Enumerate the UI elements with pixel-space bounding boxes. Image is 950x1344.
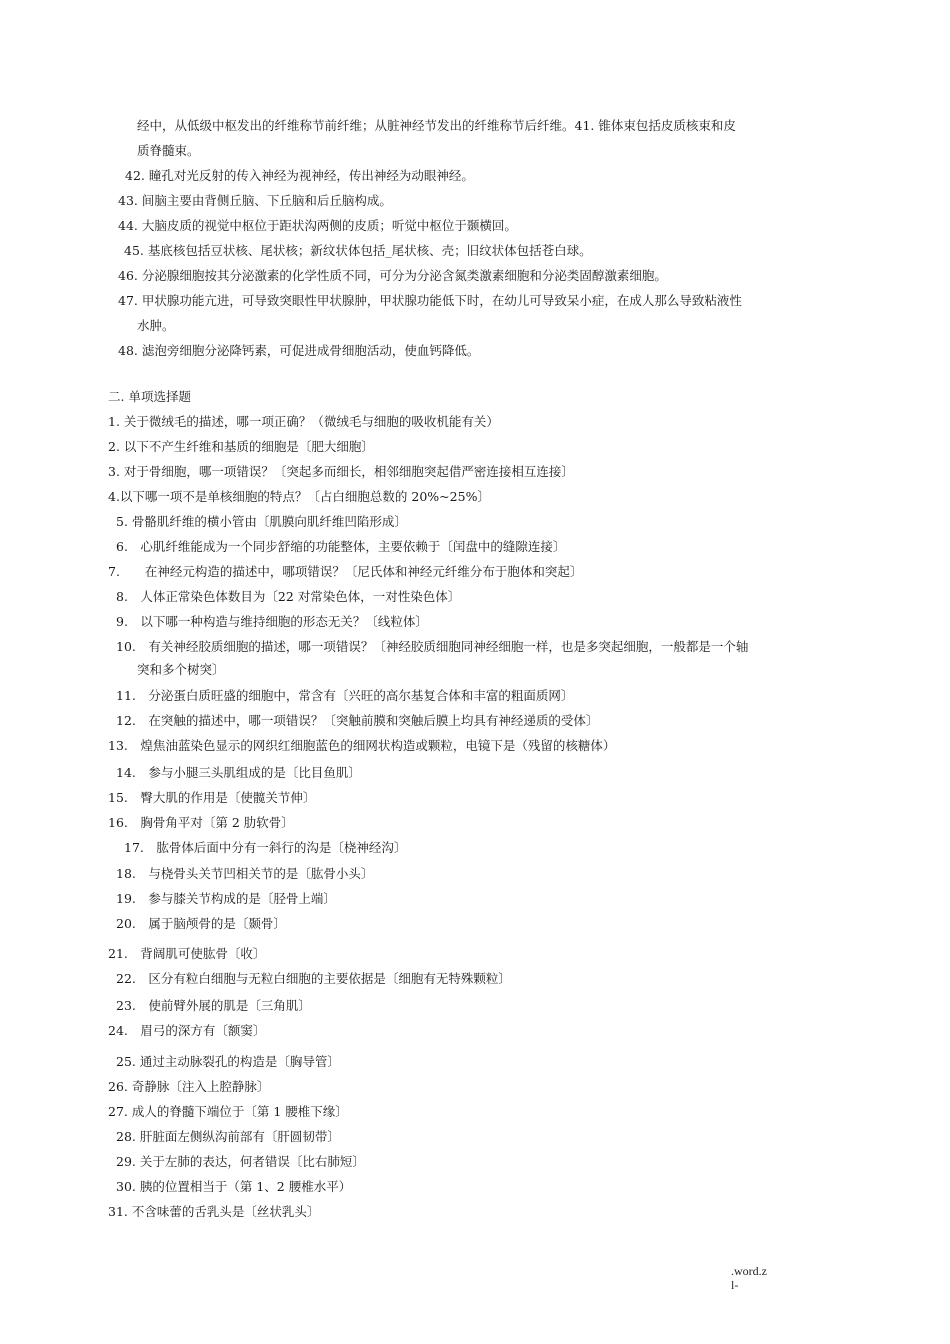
question-line: 5. 骨骼肌纤维的横小管由〔肌膜向肌纤维凹陷形成〕 [116, 514, 407, 529]
text-line: 水肿。 [137, 318, 175, 333]
text-line: 46. 分泌腺细胞按其分泌激素的化学性质不同，可分为分泌含氮类激素细胞和分泌类固醇激素细胞。 [118, 268, 667, 283]
question-line: 8. 人体正常染色体数目为〔22 对常染色体，一对性染色体〕 [116, 589, 461, 604]
question-line: 7. 在神经元构造的描述中，哪项错误？〔尼氏体和神经元纤维分布于胞体和突起〕 [108, 564, 583, 579]
question-line: 1. 关于微绒毛的描述，哪一项正确？（微绒毛与细胞的吸收机能有关） [108, 414, 499, 429]
text-line: 42. 瞳孔对光反射的传入神经为视神经，传出神经为动眼神经。 [125, 168, 474, 183]
question-line: 12. 在突触的描述中，哪一项错误？〔突触前膜和突触后膜上均具有神经递质的受体〕 [116, 713, 599, 728]
section-title: 二. 单项选择题 [108, 389, 191, 404]
question-line: 27. 成人的脊髓下端位于〔第 1 腰椎下缘〕 [108, 1104, 348, 1119]
question-line: 26. 奇静脉〔注入上腔静脉〕 [108, 1079, 270, 1094]
question-line: 突和多个树突〕 [137, 662, 225, 677]
question-line: 22. 区分有粒白细胞与无粒白细胞的主要依据是〔细胞有无特殊颗粒〕 [116, 971, 511, 986]
question-line: 11. 分泌蛋白质旺盛的细胞中，常含有〔兴旺的高尔基复合体和丰富的粗面质网〕 [116, 688, 574, 703]
page-footer [731, 1264, 767, 1292]
question-line: 13. 煌焦油蓝染色显示的网织红细胞蓝色的细网状构造或颗粒，电镜下是（残留的核糖体） [108, 738, 616, 753]
footer-line: .word.z [731, 1264, 767, 1278]
question-line: 2. 以下不产生纤维和基质的细胞是〔肥大细胞〕 [108, 439, 374, 454]
text-line: 44. 大脑皮质的视觉中枢位于距状沟两侧的皮质；听觉中枢位于颞横回。 [118, 218, 517, 233]
question-line: 9. 以下哪一种构造与维持细胞的形态无关？〔线粒体〕 [116, 614, 428, 629]
question-line: 3. 对于骨细胞，哪一项错误？〔突起多而细长，相邻细胞突起借严密连接相互连接〕 [108, 464, 574, 479]
question-line: 6. 心肌纤维能成为一个同步舒缩的功能整体，主要依赖于〔闰盘中的缝隙连接〕 [116, 539, 566, 554]
text-line: 经中，从低级中枢发出的纤维称节前纤维；从脏神经节发出的纤维称节后纤维。41. 锥体束包括皮质核束和皮 [137, 118, 736, 133]
text-line: 47. 甲状腺功能亢进，可导致突眼性甲状腺肿，甲状腺功能低下时，在幼儿可导致呆小症，在成人那么导致粘液性 [118, 293, 742, 308]
question-line: 21. 背阔肌可使肱骨〔收〕 [108, 946, 266, 961]
footer-line: l- [731, 1278, 739, 1292]
question-line: 30. 胰的位置相当于（第 1、2 腰椎水平） [116, 1179, 352, 1194]
question-line: 29. 关于左肺的表达，何者错误〔比右肺短〕 [116, 1154, 365, 1169]
question-line: 19. 参与膝关节构成的是〔胫骨上端〕 [116, 891, 336, 906]
question-line: 17. 肱骨体后面中分有一斜行的沟是〔桡神经沟〕 [124, 840, 407, 855]
question-line: 23. 使前臂外展的肌是〔三角肌〕 [116, 998, 311, 1013]
question-line: 10. 有关神经胶质细胞的描述，哪一项错误？〔神经胶质细胞同神经细胞一样，也是多突起细胞，一般都是一个轴 [116, 639, 749, 654]
question-line: 24. 眉弓的深方有〔额窦〕 [108, 1023, 266, 1038]
question-line: 31. 不含味蕾的舌乳头是〔丝状乳头〕 [108, 1204, 320, 1219]
text-line: 43. 间脑主要由背侧丘脑、下丘脑和后丘脑构成。 [118, 193, 392, 208]
text-line: 45. 基底核包括豆状核、尾状核；新纹状体包括_尾状核、壳；旧纹状体包括苍白球。 [124, 243, 592, 258]
question-line: 16. 胸骨角平对〔第 2 肋软骨〕 [108, 815, 294, 830]
text-line: 质脊髓束。 [137, 143, 200, 158]
question-line: 4.以下哪一项不是单核细胞的特点？〔占白细胞总数的 20%~25%〕 [108, 489, 490, 504]
question-line: 15. 臀大肌的作用是〔使髋关节伸〕 [108, 790, 316, 805]
question-line: 25. 通过主动脉裂孔的构造是〔胸导管〕 [116, 1054, 340, 1069]
text-line: 48. 滤泡旁细胞分泌降钙素，可促进成骨细胞活动，使血钙降低。 [118, 343, 480, 358]
question-line: 18. 与桡骨头关节凹相关节的是〔肱骨小头〕 [116, 866, 374, 881]
question-line: 20. 属于脑颅骨的是〔颞骨〕 [116, 916, 286, 931]
question-line: 28. 肝脏面左侧纵沟前部有〔肝圆韧带〕 [116, 1129, 340, 1144]
question-line: 14. 参与小腿三头肌组成的是〔比目鱼肌〕 [116, 765, 361, 780]
